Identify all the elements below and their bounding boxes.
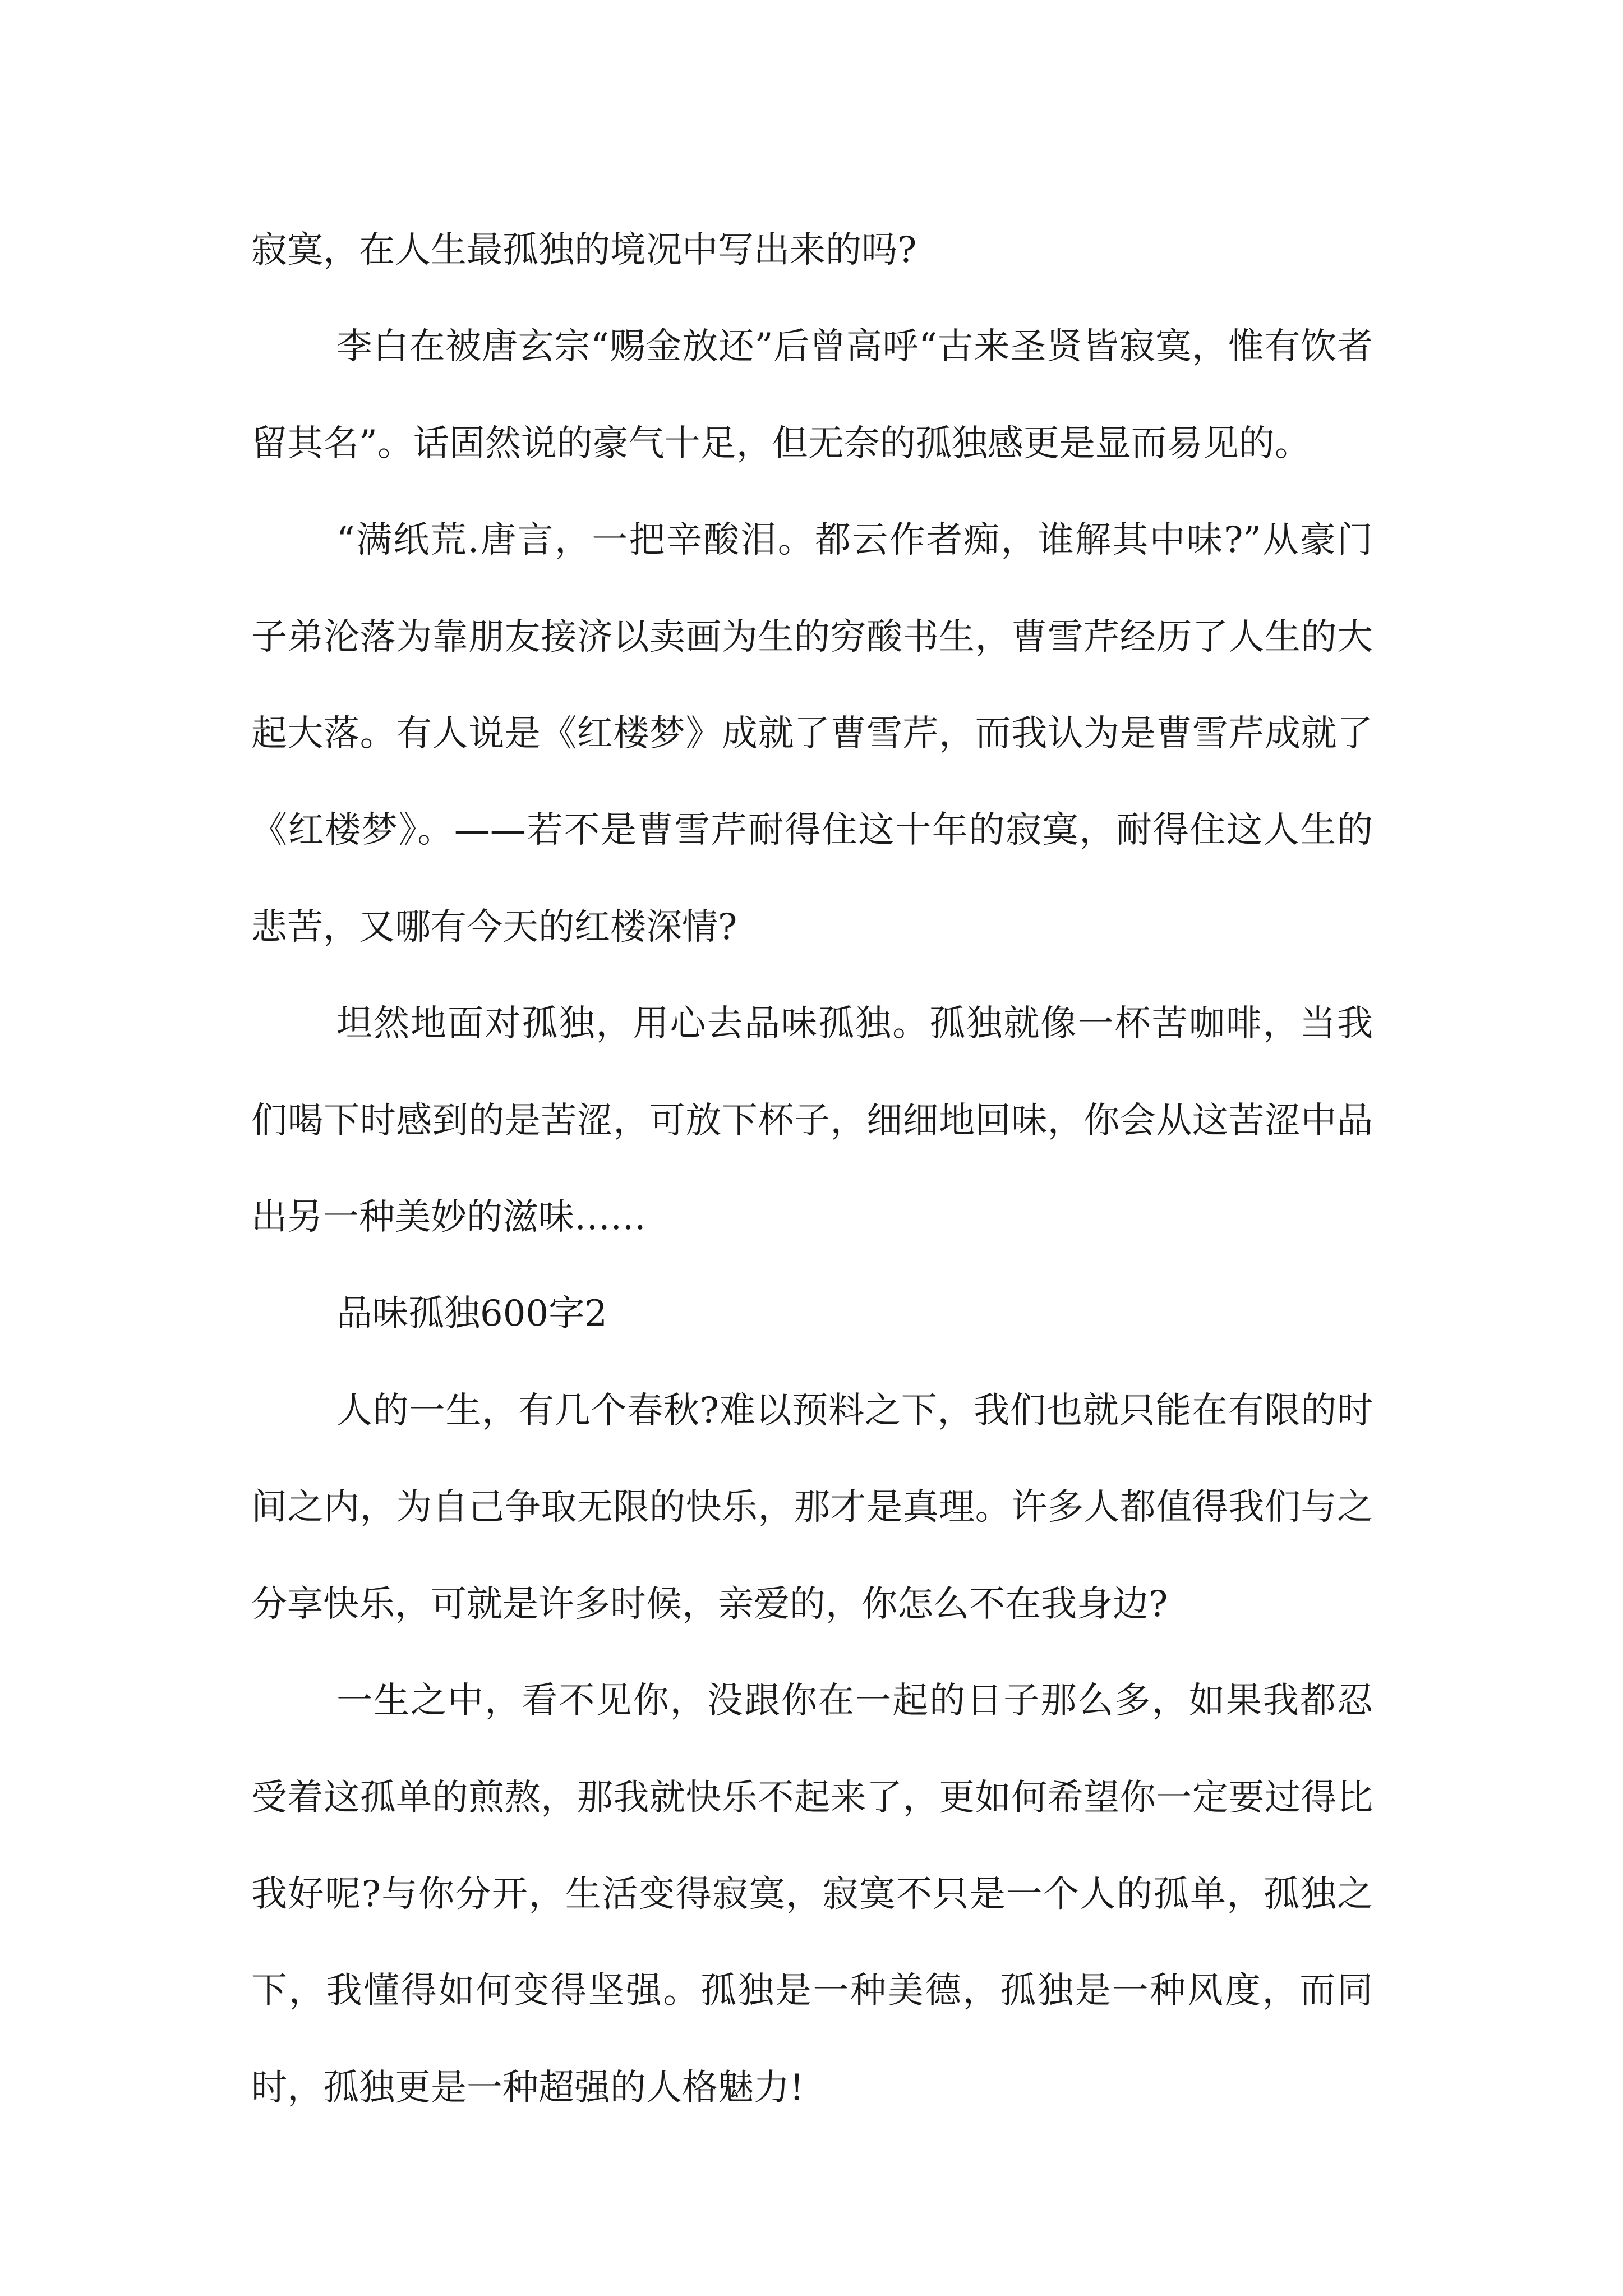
- paragraph-5: 人的一生，有几个春秋?难以预料之下，我们也就只能在有限的时间之内，为自己争取无限的快乐，那才是真理。许多人都值得我们与之分享快乐，可就是许多时候，亲爱的，你怎么不在我身边?: [251, 1389, 1373, 1625]
- paragraph-4: 坦然地面对孤独，用心去品味孤独。孤独就像一杯苦咖啡，当我们喝下时感到的是苦涩，可放下杯子，细细地回味，你会从这苦涩中品出另一种美妙的滋味……: [251, 1003, 1373, 1239]
- paragraph-2: 李白在被唐玄宗“赐金放还”后曾高呼“古来圣贤皆寂寞，惟有饮者留其名”。话固然说的豪气十足，但无奈的孤独感更是显而易见的。: [251, 326, 1373, 464]
- paragraph-1: 寂寞，在人生最孤独的境况中写出来的吗?: [251, 229, 917, 271]
- paragraph-6: 一生之中，看不见你，没跟你在一起的日子那么多，如果我都忍受着这孤单的煎熬，那我就快乐不起来了，更如何希望你一定要过得比我好呢?与你分开，生活变得寂寞，寂寞不只是一个人的孤单，孤独之下，我懂得如何变得坚强。孤独是一种美德，孤独是一种风度，而同时，孤独更是一种超强的人格魅力!: [251, 1680, 1373, 2109]
- section-heading: 品味孤独600字2: [336, 1293, 607, 1335]
- paragraph-3: “满纸荒.唐言，一把辛酸泪。都云作者痴，谁解其中味?”从豪门子弟沦落为靠朋友接济以卖画为生的穷酸书生，曹雪芹经历了人生的大起大落。有人说是《红楼梦》成就了曹雪芹，而我认为是曹雪芹成就了《红楼梦》。——若不是曹雪芹耐得住这十年的寂寞，耐得住这人生的悲苦，又哪有今天的红楼深情?: [251, 519, 1373, 948]
- document-body: [251, 202, 1373, 2136]
